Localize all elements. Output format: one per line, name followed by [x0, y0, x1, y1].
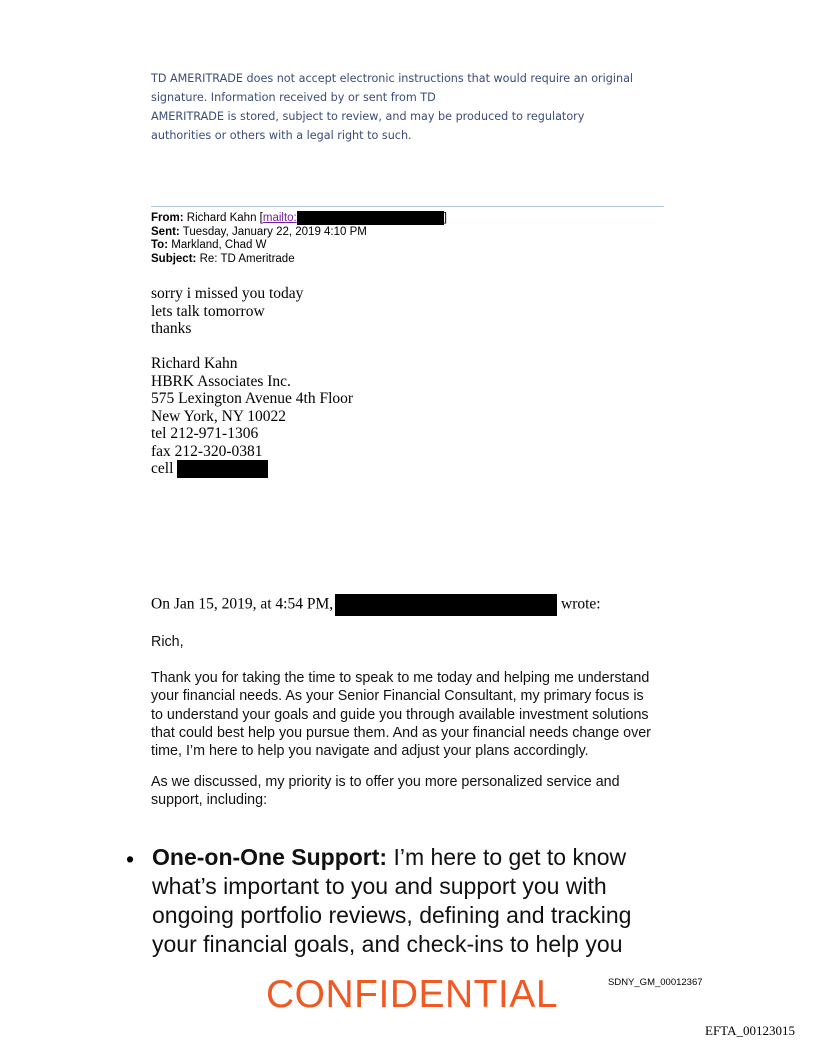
bullet-text: I’m here to get to know — [387, 844, 627, 870]
sent-line — [151, 226, 447, 240]
bates-number: SDNY_GM_00012367 — [608, 977, 703, 988]
redaction-box — [177, 460, 268, 478]
signature-company: HBRK Associates Inc. — [151, 372, 291, 390]
confidential-stamp: CONFIDENTIAL — [266, 973, 559, 1016]
disclaimer-line: signature. Information received by or sent from TD — [151, 91, 436, 104]
bullet-marker: • — [126, 846, 135, 872]
disclaimer-block — [151, 69, 671, 145]
redaction-box — [335, 594, 557, 616]
redaction-box — [297, 211, 444, 225]
bullet-line: what’s important to you and support you with — [152, 873, 607, 899]
signature-cell — [151, 460, 353, 478]
bullet-item — [152, 843, 692, 959]
disclaimer-line: AMERITRADE is stored, subject to review, and may be produced to regulatory — [151, 110, 585, 123]
header-divider — [151, 206, 664, 207]
mailto-link[interactable]: mailto: — [262, 212, 297, 225]
to-label: To: — [151, 239, 169, 252]
paragraph-line: that could best help you pursue them. And as your financial needs change over — [151, 724, 651, 741]
paragraph-line: support, including: — [151, 792, 268, 809]
paragraph-line: As we discussed, my priority is to offer you more personalized service and — [151, 774, 620, 790]
signature-fax: fax 212-320-0381 — [151, 442, 263, 460]
to-value: Markland, Chad W — [171, 239, 267, 252]
signature-tel: tel 212-971-1306 — [151, 425, 259, 442]
quoted-paragraph — [151, 773, 681, 810]
sent-label: Sent: — [151, 225, 180, 238]
disclaimer-line: authorities or others with a legal right to such. — [151, 129, 412, 142]
reply-line: lets talk tomorrow — [151, 302, 265, 320]
reply-line: thanks — [151, 320, 192, 337]
bullet-title: One-on-One Support: — [152, 844, 388, 870]
paragraph-line: your financial needs. As your Senior Financial Consultant, my primary focus is — [151, 688, 644, 705]
efta-number: EFTA_00123015 — [705, 1023, 795, 1038]
quoted-paragraph — [151, 669, 681, 760]
bullet-line: your financial goals, and check-ins to help you — [152, 931, 623, 957]
signature-address: 575 Lexington Avenue 4th Floor — [151, 390, 354, 407]
signature-name: Richard Kahn — [151, 355, 238, 372]
subject-value: Re: TD Ameritrade — [199, 252, 295, 265]
quoted-intro — [151, 594, 601, 616]
from-label: From: — [151, 212, 184, 225]
paragraph-line: to understand your goals and guide you through available investment solutions — [151, 706, 649, 723]
from-value: Richard Kahn [ — [186, 212, 263, 225]
quoted-intro-prefix: On Jan 15, 2019, at 4:54 PM, — [151, 595, 334, 613]
to-line — [151, 239, 447, 253]
paragraph-line: Thank you for taking the time to speak to me today and helping me understand — [151, 670, 650, 686]
cell-label: cell — [151, 460, 174, 477]
signature-block — [151, 355, 353, 478]
quoted-intro-suffix: wrote: — [561, 595, 601, 613]
paragraph-line: time, I’m here to help you navigate and adjust your plans accordingly. — [151, 743, 589, 760]
subject-label: Subject: — [151, 252, 197, 265]
reply-body — [151, 285, 303, 338]
sent-value: Tuesday, January 22, 2019 4:10 PM — [182, 225, 367, 238]
bullet-line: ongoing portfolio reviews, defining and tracking — [152, 902, 632, 928]
email-header — [151, 211, 447, 266]
subject-line — [151, 253, 447, 267]
disclaimer-line: TD AMERITRADE does not accept electronic instructions that would require an original — [151, 72, 634, 85]
quoted-greeting: Rich, — [151, 634, 184, 650]
from-close: ] — [443, 212, 447, 225]
signature-city: New York, NY 10022 — [151, 407, 287, 425]
reply-line: sorry i missed you today — [151, 285, 304, 302]
bullet-line — [152, 843, 692, 872]
from-line — [151, 211, 447, 226]
